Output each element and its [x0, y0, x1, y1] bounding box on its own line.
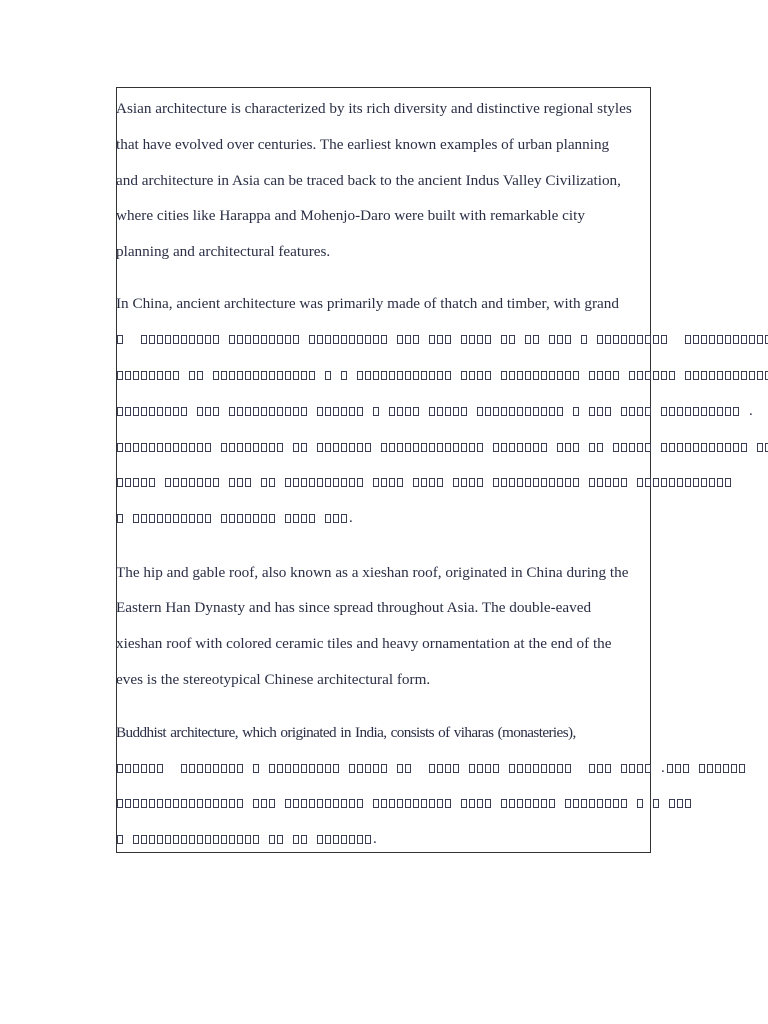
paragraph-1-line-5: planning and architectural features.: [116, 243, 331, 260]
paragraph-2-line-1: In China, ancient architecture was primarily made of thatch and timber, with grand: [116, 295, 619, 312]
garbled-line: [117, 333, 768, 344]
paragraph-1-line-3: and architecture in Asia can be traced back to the ancient Indus Valley Civilization,: [116, 172, 621, 189]
garbled-line: [117, 797, 699, 808]
garbled-line: [117, 441, 768, 452]
garbled-line: [117, 369, 768, 380]
garbled-line: [117, 476, 739, 487]
paragraph-3-line-1: The hip and gable roof, also known as a xieshan roof, originated in China during the: [116, 564, 629, 581]
paragraph-3-line-4: eves is the stereotypical Chinese architectural form.: [116, 671, 431, 688]
paragraph-3-line-3: xieshan roof with colored ceramic tiles and heavy ornamentation at the end of the: [116, 635, 612, 652]
paragraph-1-line-1: Asian architecture is characterized by its rich diversity and distinctive regional styles: [116, 100, 632, 117]
garbled-line: .: [117, 762, 753, 773]
garbled-line: .: [117, 512, 361, 523]
garbled-line: .: [117, 833, 385, 844]
paragraph-3-line-2: Eastern Han Dynasty and has since spread throughout Asia. The double-eaved: [116, 599, 592, 616]
paragraph-4-line-1: Buddhist architecture, which originated in India, consists of viharas (monasteries),: [116, 724, 576, 741]
paragraph-1-line-4: where cities like Harappa and Mohenjo-Daro were built with remarkable city: [116, 207, 585, 224]
paragraph-1-line-2: that have evolved over centuries. The earliest known examples of urban planning: [116, 136, 610, 153]
garbled-line: .: [117, 405, 753, 416]
